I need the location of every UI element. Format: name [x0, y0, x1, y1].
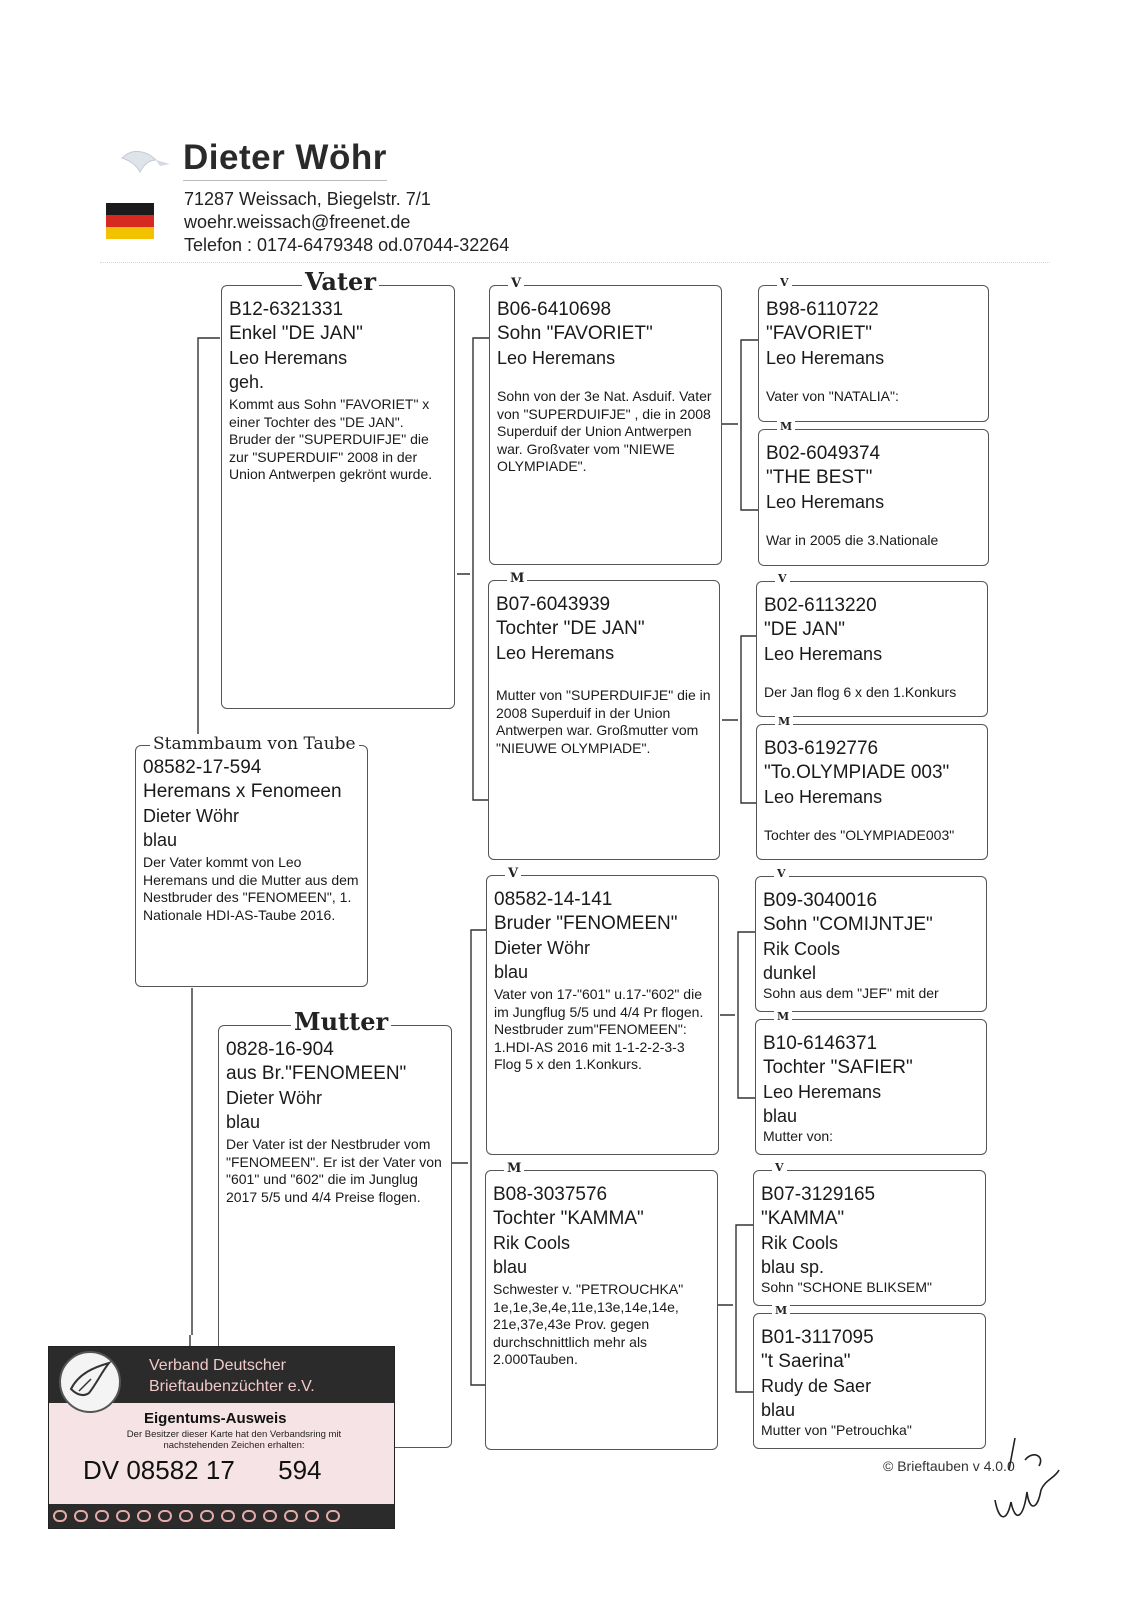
ownership-certificate	[48, 1346, 395, 1529]
certificate-pattern-band	[49, 1504, 394, 1528]
gp-mm-label: M	[504, 1161, 524, 1176]
copyright-notice: © Brieftauben v 4.0.0	[883, 1458, 1015, 1474]
ggp-6-note: Mutter von:	[763, 1128, 834, 1144]
ggp-6-ring: B10-6146371	[763, 1033, 878, 1054]
gp-fm-ring: B07-6043939	[496, 594, 611, 615]
gp-fm-breeder: Leo Heremans	[496, 643, 615, 663]
ggp-4-label: M	[775, 715, 793, 728]
handwritten-signature	[985, 1430, 1065, 1530]
pigeon-emblem-icon	[59, 1351, 121, 1413]
subject-card	[135, 734, 368, 987]
certificate-org-line2: Brieftaubenzüchter e.V.	[149, 1378, 315, 1395]
gp-ff-breeder: Leo Heremans	[497, 348, 616, 368]
ggp-1-label: V	[777, 276, 792, 289]
owner-email: woehr.weissach@freenet.de	[184, 212, 411, 232]
ggp-6-color: blau	[763, 1106, 798, 1126]
ggp-card-6	[755, 1010, 987, 1155]
gp-fm-note: Mutter von "SUPERDUIFJE" die in 2008 Superduif in der Union Antwerpen war. Großmutter vom "NIEUWE OLYMPIADE".	[496, 687, 711, 756]
ggp-6-label: M	[774, 1010, 792, 1023]
ggp-1-breeder: Leo Heremans	[766, 348, 885, 368]
ggp-3-name: "DE JAN"	[764, 619, 846, 640]
ggp-5-color: dunkel	[763, 963, 817, 983]
gp-ff-name: Sohn "FAVORIET"	[497, 323, 653, 344]
father-color: geh.	[229, 372, 265, 392]
ggp-4-breeder: Leo Heremans	[764, 787, 883, 807]
gp-ff-label: V	[508, 276, 524, 291]
owner-address: 71287 Weissach, Biegelstr. 7/1	[184, 189, 431, 209]
mother-name: aus Br."FENOMEEN"	[226, 1063, 407, 1084]
subject-breeder: Dieter Wöhr	[143, 806, 240, 826]
ggp-5-note: Sohn aus dem "JEF" mit der	[763, 985, 939, 1001]
ggp-2-ring: B02-6049374	[766, 443, 881, 464]
gp-fm-label: M	[507, 571, 527, 586]
ggp-2-name: "THE BEST"	[766, 467, 873, 488]
owner-phone: Telefon : 0174-6479348 od.07044-32264	[184, 235, 510, 255]
ggp-3-ring: B02-6113220	[764, 595, 877, 616]
gp-mf-note: Vater von 17-"601" u.17-"602" die im Jungflug 5/5 und 4/4 Pr flogen. Nestbruder zum"FENOMEEN": 1.HDI-AS 2016 mit 1-1-2-2-3-3 Flog 5 x den 1.Konkurs.	[494, 986, 704, 1072]
certificate-org-line1: Verband Deutscher	[149, 1357, 286, 1374]
ggp-7-note: Sohn "SCHONE BLIKSEM"	[761, 1279, 933, 1295]
owner-name: Dieter Wöhr	[183, 138, 387, 181]
ggp-3-breeder: Leo Heremans	[764, 644, 883, 664]
gp-mf-breeder: Dieter Wöhr	[494, 938, 591, 958]
father-card	[221, 267, 455, 709]
gp-mf-name: Bruder "FENOMEEN"	[494, 913, 678, 934]
ggp-card-3	[756, 572, 988, 717]
father-ring: B12-6321331	[229, 299, 344, 320]
father-breeder: Leo Heremans	[229, 348, 348, 368]
subject-name: Heremans x Fenomeen	[143, 781, 342, 802]
subject-ring: 08582-17-594	[143, 757, 262, 778]
gp-mf-ring: 08582-14-141	[494, 889, 613, 910]
mother-label: Mutter	[291, 1007, 391, 1036]
ggp-2-breeder: Leo Heremans	[766, 492, 885, 512]
ggp-4-name: "To.OLYMPIADE 003"	[764, 762, 950, 783]
mother-color: blau	[226, 1112, 261, 1132]
grandfather-paternal-card	[489, 276, 722, 565]
ggp-5-name: Sohn "COMIJNTJE"	[763, 914, 933, 935]
ggp-3-label: V	[775, 572, 790, 585]
subject-note: Der Vater kommt von Leo Heremans und die Mutter aus dem Nestbruder des "FENOMEEN", 1. Nationale HDI-AS-Taube 2016.	[143, 854, 359, 923]
ggp-card-1	[758, 276, 989, 422]
ggp-card-7	[753, 1161, 986, 1306]
father-note: Kommt aus Sohn "FAVORIET" x einer Tochter des "DE JAN". Bruder der "SUPERDUIFJE" die zur "SUPERDUIF" 2008 in der Union Antwerpen gekrönt wurde.	[229, 396, 433, 482]
ggp-card-5	[755, 867, 987, 1012]
subject-color: blau	[143, 830, 178, 850]
ggp-2-label: M	[777, 420, 795, 433]
ggp-card-4	[756, 715, 988, 860]
ggp-5-breeder: Rik Cools	[763, 939, 841, 959]
mother-breeder: Dieter Wöhr	[226, 1088, 323, 1108]
ggp-card-2	[758, 420, 989, 566]
ggp-5-ring: B09-3040016	[763, 890, 878, 911]
gp-ff-ring: B06-6410698	[497, 299, 612, 320]
ggp-card-8	[753, 1304, 986, 1449]
gp-mm-ring: B08-3037576	[493, 1184, 608, 1205]
ggp-1-note: Vater von "NATALIA":	[766, 388, 899, 404]
gp-mm-note: Schwester v. "PETROUCHKA" 1e,1e,3e,4e,11e,13e,14e,14e, 21e,37e,43e Prov. gegen durchschnittlich mehr als 2.000Tauben.	[493, 1281, 684, 1367]
father-name: Enkel "DE JAN"	[229, 323, 363, 344]
certificate-title: Eigentums-Ausweis	[144, 1410, 287, 1427]
ggp-3-note: Der Jan flog 6 x den 1.Konkurs	[764, 684, 957, 700]
ggp-7-ring: B07-3129165	[761, 1184, 876, 1205]
gp-mm-name: Tochter "KAMMA"	[493, 1208, 644, 1229]
ggp-1-ring: B98-6110722	[766, 299, 879, 320]
subject-label: Stammbaum von Taube	[150, 734, 359, 754]
gp-mm-breeder: Rik Cools	[493, 1233, 571, 1253]
ggp-8-label: M	[772, 1304, 790, 1317]
ggp-4-ring: B03-6192776	[764, 738, 879, 759]
ggp-8-note: Mutter von "Petrouchka"	[761, 1422, 912, 1438]
mother-ring: 0828-16-904	[226, 1039, 334, 1060]
ggp-7-breeder: Rik Cools	[761, 1233, 839, 1253]
gp-mf-color: blau	[494, 962, 529, 982]
ggp-1-name: "FAVORIET"	[766, 323, 873, 344]
gp-mm-color: blau	[493, 1257, 528, 1277]
ggp-2-note: War in 2005 die 3.Nationale	[766, 532, 939, 548]
ggp-5-label: V	[774, 867, 789, 880]
ggp-7-color: blau sp.	[761, 1257, 825, 1277]
father-label: Vater	[302, 267, 379, 296]
grandfather-maternal-card	[486, 866, 719, 1155]
ggp-7-label: V	[772, 1161, 787, 1174]
grandmother-maternal-card	[485, 1161, 718, 1450]
certificate-org	[149, 1355, 315, 1397]
ggp-4-note: Tochter des "OLYMPIADE003"	[764, 827, 955, 843]
ggp-8-ring: B01-3117095	[761, 1327, 874, 1348]
ggp-8-name: "t Saerina"	[761, 1351, 851, 1372]
certificate-ring-number: DV 08582 17 594	[83, 1455, 322, 1485]
certificate-subtitle: Der Besitzer dieser Karte hat den Verbandsring mit nachstehenden Zeichen erhalten:	[126, 1429, 342, 1451]
ggp-6-breeder: Leo Heremans	[763, 1082, 882, 1102]
gp-fm-name: Tochter "DE JAN"	[496, 618, 645, 639]
gp-ff-note: Sohn von der 3e Nat. Asduif. Vater von "SUPERDUIFJE" , die in 2008 Superduif der Union Antwerpen war. Großvater vom "NIEWE OLYMPIADE".	[497, 388, 712, 474]
ggp-8-color: blau	[761, 1400, 796, 1420]
ggp-8-breeder: Rudy de Saer	[761, 1376, 872, 1396]
gp-mf-label: V	[505, 866, 521, 881]
ggp-6-name: Tochter "SAFIER"	[763, 1057, 913, 1078]
grandmother-paternal-card	[488, 571, 720, 860]
mother-note: Der Vater ist der Nestbruder vom "FENOMEEN". Er ist der Vater von "601" und "602" die im Junglug 2017 5/5 und 4/4 Preise flogen.	[226, 1136, 442, 1205]
ggp-7-name: "KAMMA"	[761, 1208, 845, 1229]
